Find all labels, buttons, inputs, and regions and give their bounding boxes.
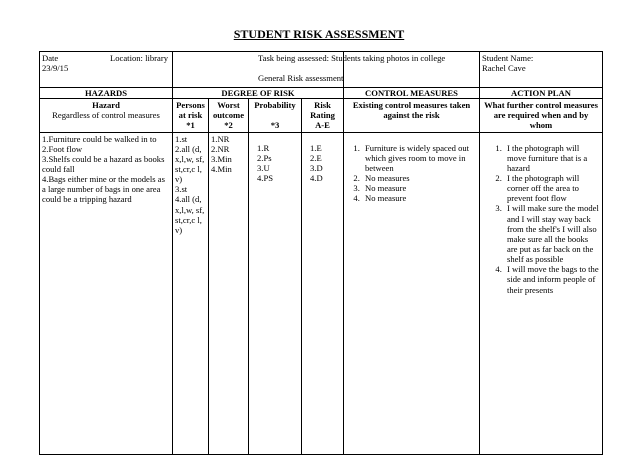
rating-item: 3.D <box>310 162 323 173</box>
date-label: Date <box>42 53 59 63</box>
section-header-row <box>40 88 603 99</box>
further-item: 4. I will move the bags to the side and inform people of their presents <box>504 264 600 294</box>
further-item: 3. I will make sure the model and I will stay way back from the shelf's I will also make sure all the books are put as far back on the shelf as possible <box>504 203 600 264</box>
probability-list <box>249 132 302 454</box>
worst-item: 2.NR <box>211 143 230 154</box>
persons-item: 1.st <box>175 133 188 144</box>
persons-item: 3.st <box>175 184 188 195</box>
probability-item: 2.Ps <box>257 152 272 163</box>
existing-list <box>344 132 480 454</box>
student-label: Student Name: <box>482 53 534 63</box>
further-item: 1. I the photograph will move furniture that is a hazard <box>504 143 600 173</box>
rating-item: 4.D <box>310 172 323 183</box>
hazard-item: 2.Foot flow <box>42 143 83 154</box>
persons-item: 2.all (d,x,l,w, sf,st,cr,c l,v) <box>175 143 205 185</box>
rating-item: 2.E <box>310 152 322 163</box>
column-header-row <box>40 99 603 132</box>
probability-item: 3.U <box>257 162 270 173</box>
worst-item: 3.Min <box>211 153 232 164</box>
risk-row <box>40 132 603 454</box>
worst-item: 4.Min <box>211 163 232 174</box>
location-text: Location: library <box>110 53 168 63</box>
probability-col-header: Probability *3 <box>249 99 302 132</box>
probability-item: 4.PS <box>257 172 274 183</box>
page-title: STUDENT RISK ASSESSMENT <box>233 27 405 41</box>
student-cell <box>480 52 603 88</box>
hazards-header: HAZARDS <box>40 88 173 99</box>
existing-item: 1. Furniture is widely spaced out which gives room to move in between <box>362 143 477 173</box>
rating-list <box>302 132 344 454</box>
persons-item: 4.all (d,x,l,w, sf,st,cr,c l,v) <box>175 194 205 235</box>
rating-col-header: Risk Rating A-E <box>302 99 344 132</box>
hazard-item: 3.Shelfs could be a hazard as books could fall <box>42 153 167 174</box>
hazard-col-header: Hazard Regardless of control measures <box>40 99 173 132</box>
task-block <box>258 53 476 83</box>
hazard-item: 1.Furniture could be walked in to <box>42 133 157 144</box>
worst-col-header: Worst outcome *2 <box>209 99 249 132</box>
date-value: 23/9/15 <box>42 63 69 74</box>
worst-list <box>209 132 249 454</box>
probability-item: 1.R <box>257 142 270 153</box>
further-col-header: What further control measures are required when and by whom <box>480 99 603 132</box>
student-name: Rachel Cave <box>482 63 526 74</box>
worst-item: 1.NR <box>211 133 230 144</box>
control-header: CONTROL MEASURES <box>344 88 480 99</box>
existing-item: 3. No measure <box>362 183 477 193</box>
risk-assessment-table <box>39 51 603 455</box>
degree-header: DEGREE OF RISK <box>173 88 344 99</box>
general-risk-text: General Risk assessment <box>258 73 344 84</box>
further-list <box>480 132 603 454</box>
hazard-item: 4.Bags either mine or the models as a large number of bags in one area could be a tripping hazard <box>42 174 168 205</box>
further-item: 2. I the photograph will corner off the area to prevent foot flow <box>504 173 600 203</box>
existing-item: 4. No measure <box>362 193 477 203</box>
persons-col-header: Persons at risk *1 <box>173 99 209 132</box>
existing-item: 2. No measures <box>362 173 477 183</box>
task-text: Task being assessed: Students taking photos in college <box>258 53 446 63</box>
persons-list <box>173 132 209 454</box>
hazard-list <box>40 132 173 454</box>
action-header: ACTION PLAN <box>480 88 603 99</box>
date-cell <box>40 52 173 88</box>
rating-item: 1.E <box>310 142 322 153</box>
existing-col-header: Existing control measures taken against the risk <box>344 99 480 132</box>
